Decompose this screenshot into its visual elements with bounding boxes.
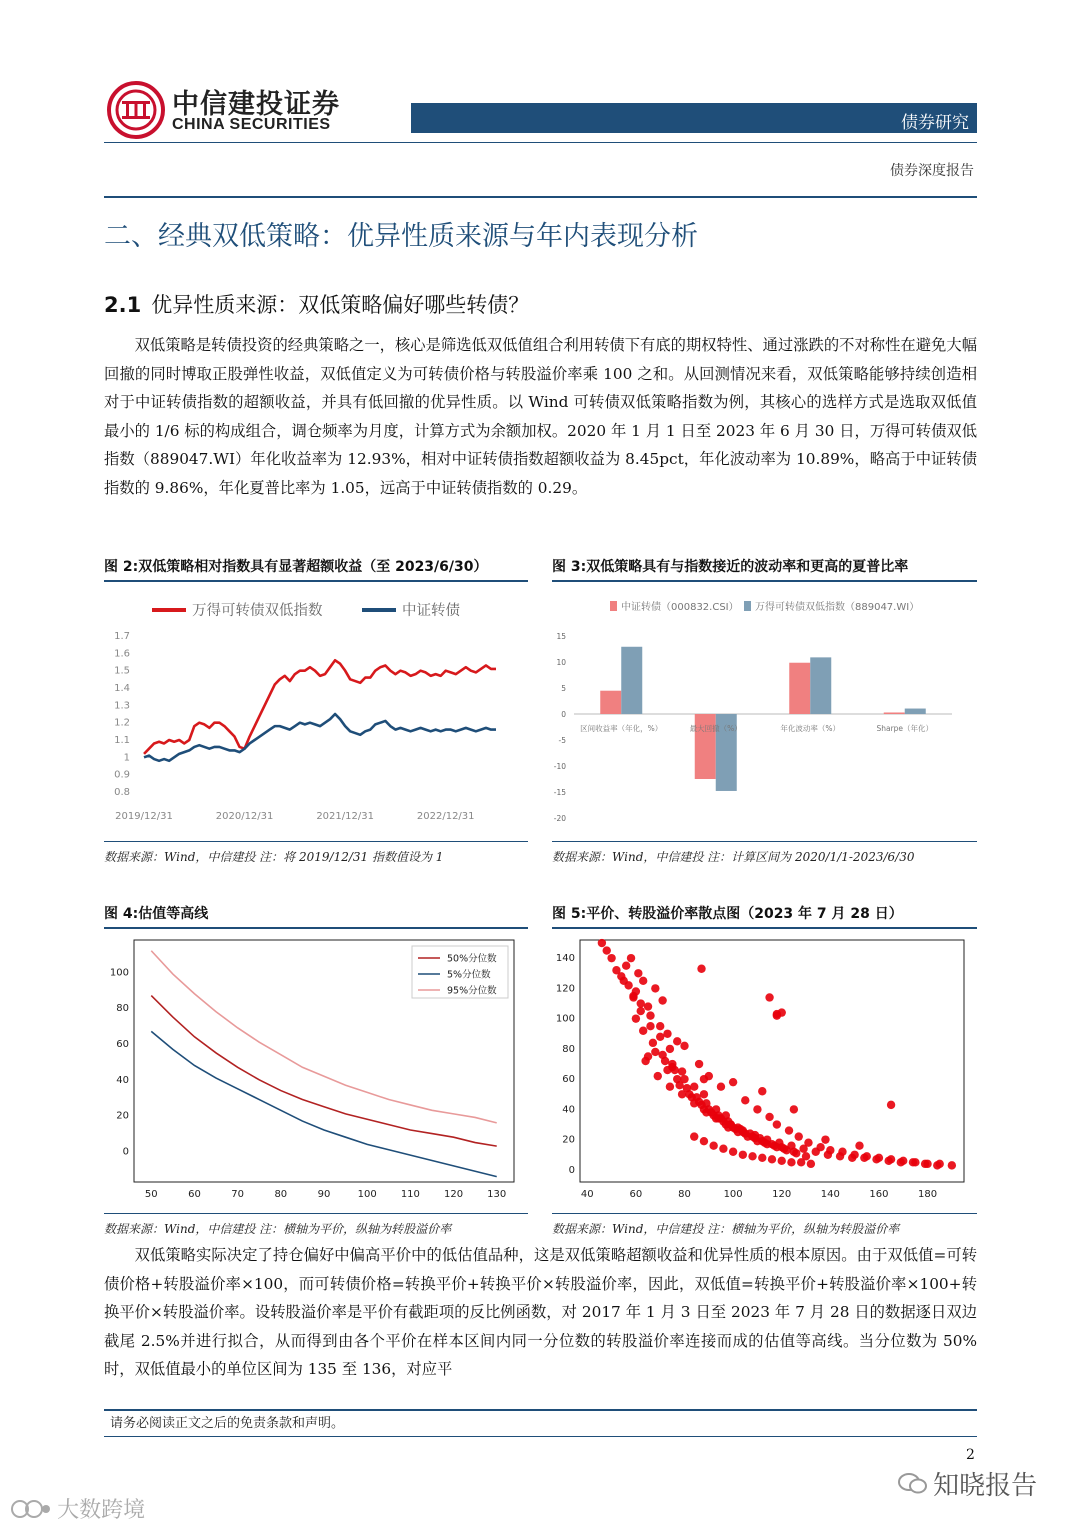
fig5-scatter-point (785, 1126, 793, 1134)
fig5-scatter-point (649, 1039, 657, 1047)
fig5-scatter-point (668, 1063, 676, 1071)
fig5-scatter-point (804, 1138, 812, 1146)
fig5-scatter-point (603, 946, 611, 954)
fig5-scatter-point (690, 1132, 698, 1140)
fig5-scatter-point (695, 1060, 703, 1068)
fig4-series-line (151, 1031, 496, 1176)
fig5-scatter-point (666, 1083, 674, 1091)
fig5-scatter-point (753, 1105, 761, 1113)
fig5-scatter-point (729, 1078, 737, 1086)
fig5-scatter-point (658, 996, 666, 1004)
fig4-xtick-label: 70 (231, 1189, 245, 1200)
fig5-scatter-point (678, 1090, 686, 1098)
fig5-scatter-point (792, 1149, 800, 1157)
fig5-scatter-point (717, 1083, 725, 1091)
fig4-bottom-rule (104, 1213, 528, 1214)
subsection-title: 优异性质来源：双低策略偏好哪些转债？ (151, 293, 530, 317)
wechat-icon (898, 1472, 928, 1496)
fig5-scatter-point (697, 965, 705, 973)
fig5-scatter-point (787, 1158, 795, 1166)
fig5-scatter-point (838, 1148, 846, 1156)
fig5-ytick-label: 140 (555, 953, 575, 965)
fig5-scatter-point (826, 1146, 834, 1154)
fig3-category-label: Sharpe（年化） (876, 724, 934, 733)
fig4-ytick-label: 0 (122, 1146, 129, 1158)
fig5-scatter-point (741, 1096, 749, 1104)
fig3-category-label: 区间收益率（年化，%） (580, 724, 663, 733)
fig5-scatter-point (739, 1151, 747, 1159)
fig5-xtick-label: 80 (678, 1189, 691, 1200)
fig5-scatter-point (765, 1113, 773, 1121)
fig5-xtick-label: 180 (917, 1189, 938, 1200)
fig3-source: 数据来源：Wind，中信建投 注：计算区间为 2020/1/1-2023/6/30 (552, 850, 915, 864)
fig5-scatter-point (646, 1011, 654, 1019)
fig3-bar (621, 647, 642, 714)
fig5-scatter-point (850, 1151, 858, 1159)
fig5-scatter-point (654, 1072, 662, 1080)
fig2-xtick-label: 2022/12/31 (416, 811, 475, 822)
fig5-scatter-point (639, 977, 647, 985)
section-label: 债券研究 (901, 113, 969, 133)
fig5-scatter-point (673, 1037, 681, 1045)
fig5-scatter-point (768, 1155, 776, 1163)
fig5-scatter-point (598, 939, 606, 947)
fig4-xtick-label: 60 (188, 1189, 201, 1200)
fig5-source: 数据来源：Wind，中信建投 注：横轴为平价，纵轴为转股溢价率 (552, 1222, 900, 1236)
fig5-scatter-point (607, 954, 615, 962)
fig2-xtick-label: 2020/12/31 (215, 811, 274, 822)
fig5-ytick-label: 20 (562, 1134, 575, 1146)
fig2-ytick-label: 1.4 (114, 683, 130, 694)
fig3-bottom-rule (552, 841, 977, 842)
fig3-ytick-label: 10 (556, 658, 566, 667)
fig5-scatter-point (622, 962, 630, 970)
fig5-scatter-point (700, 1075, 708, 1083)
fig5-scatter-point (629, 992, 637, 1000)
fig2-legend-label: 万得可转债双低指数 (192, 603, 323, 619)
fig3-bar (600, 691, 621, 714)
fig2-bottom-rule (104, 841, 528, 842)
fig5-scatter-point (790, 1105, 798, 1113)
subsection-heading (104, 289, 529, 319)
fig5-ytick-label: 0 (568, 1164, 575, 1176)
fig5-scatter-point (656, 1022, 664, 1030)
fig2-chart (104, 584, 528, 840)
fig2-xtick-label: 2019/12/31 (115, 811, 173, 822)
fig5-top-rule (552, 927, 977, 929)
fig2-ytick-label: 1.7 (114, 631, 130, 642)
fig3-ytick-label: -10 (553, 762, 566, 771)
fig5-scatter-point (639, 1027, 647, 1035)
fig5-scatter-point (651, 1048, 659, 1056)
fig3-legend-label: 万得可转债双低指数（889047.WI） (755, 602, 920, 613)
fig4-legend-label: 95%分位数 (447, 985, 497, 997)
subsection-number: 2.1 (104, 293, 142, 317)
fig3-legend-swatch (744, 601, 751, 611)
header-rule-bottom (104, 196, 977, 198)
fig5-scatter-point (855, 1142, 863, 1150)
fig5-scatter-point (617, 972, 625, 980)
fig5-xtick-label: 120 (772, 1189, 792, 1200)
disclaimer-note: 请务必阅读正文之后的免责条款和声明。 (110, 1416, 345, 1431)
paragraph-2: 双低策略实际决定了持仓偏好中偏高平价中的低估值品种，这是双低策略超额收益和优异性质的根本原因。由于双低值=可转债价格+转股溢价率×100，而可转债价格=转换平价+转换平价×转股溢价率，因此，双低值=转换平价+转股溢价率×100+转换平价×转股溢价率。设转股溢价率是平价有截距项的反比例函数，对 2017 年 1 月 3 日至 2023 年 7 月 28 日的数据逐日双边截尾 2.5%并进行拟合，从而得到由各个平价在样本区间内同一分位数的转股溢价率连接而成的估值等高线。当分位数为 50%时，双低值最小的单位区间为 135 至 136，对应平 (104, 1246, 977, 1378)
fig5-scatter-point (678, 1067, 686, 1075)
fig5-scatter-point (787, 1142, 795, 1150)
fig5-scatter-point (816, 1143, 824, 1151)
footer-rule-bottom (104, 1436, 977, 1437)
fig5-xtick-label: 60 (629, 1189, 643, 1200)
fig4-xtick-label: 90 (317, 1189, 331, 1200)
fig5-scatter-point (700, 1090, 708, 1098)
fig2-legend-label: 中证转债 (402, 603, 460, 619)
fig2-ytick-label: 1 (123, 752, 130, 764)
header-rule (104, 142, 977, 143)
fig4-ytick-label: 80 (116, 1003, 129, 1015)
fig4-xtick-label: 80 (274, 1189, 288, 1200)
fig3-ytick-label: -15 (553, 788, 566, 797)
fig5-scatter-point (637, 999, 645, 1007)
fig2-series-line (144, 714, 496, 761)
fig5-xtick-label: 160 (869, 1189, 889, 1200)
fig5-scatter-point (875, 1154, 883, 1162)
fig5-scatter-point (758, 1154, 766, 1162)
fig5-scatter-point (714, 1114, 722, 1122)
fig3-legend-label: 中证转债（000832.CSI） (621, 602, 739, 613)
fig3-legend-swatch (610, 601, 617, 611)
fig5-scatter-point (775, 1138, 783, 1146)
fig3-bar (884, 712, 905, 714)
fig3-chart (552, 584, 977, 840)
fig3-top-rule (552, 580, 977, 582)
watermark-left-text: 大数跨境 (57, 1498, 146, 1523)
fig5-scatter-point (758, 1087, 766, 1095)
fig5-title: 图 5:平价、转股溢价率散点图（2023 年 7 月 28 日） (552, 906, 903, 922)
fig4-chart (104, 932, 528, 1212)
fig5-scatter-point (646, 1022, 654, 1030)
fig5-scatter-point (797, 1158, 805, 1166)
fig4-ytick-label: 100 (109, 967, 129, 979)
fig2-source: 数据来源：Wind，中信建投 注：将 2019/12/31 指数值设为 1 (104, 850, 444, 864)
logo-cn-text: 中信建投证券 (172, 89, 340, 120)
fig3-ytick-label: 5 (561, 684, 566, 693)
fig5-scatter-point (923, 1160, 931, 1168)
fig5-xtick-label: 40 (580, 1189, 594, 1200)
fig5-ytick-label: 120 (555, 983, 575, 995)
logo (106, 80, 166, 140)
fig3-category-label: 年化波动率（%） (780, 724, 841, 733)
fig5-scatter-point (624, 981, 632, 989)
fig5-scatter-point (765, 993, 773, 1001)
watermark-right (898, 1465, 1037, 1502)
fig2-ytick-label: 0.9 (114, 769, 130, 781)
fig5-scatter-point (644, 1052, 652, 1060)
fig4-xtick-label: 110 (400, 1189, 420, 1200)
fig5-ytick-label: 80 (562, 1043, 575, 1055)
watermark-left (10, 1493, 145, 1524)
fig5-scatter-point (887, 1155, 895, 1163)
fig5-xtick-label: 100 (723, 1189, 743, 1200)
fig5-scatter-point (637, 1007, 645, 1015)
fig3-category-label: 最大回撤（%） (689, 724, 742, 733)
fig5-bottom-rule (552, 1213, 977, 1214)
fig3-bar (810, 657, 831, 714)
fig3-title: 图 3:双低策略具有与指数接近的波动率和更高的夏普比率 (552, 559, 909, 575)
section-heading: 二、经典双低策略：优异性质来源与年内表现分析 (104, 221, 698, 252)
fig5-scatter-point (763, 1135, 771, 1143)
header-bar (411, 103, 977, 133)
watermark-right-text: 知晓报告 (933, 1471, 1038, 1501)
fig4-ytick-label: 40 (116, 1074, 129, 1086)
fig5-scatter-point (632, 1014, 640, 1022)
logo-emblem-icon (106, 80, 166, 140)
fig5-chart (552, 932, 977, 1212)
fig4-ytick-label: 60 (116, 1038, 129, 1050)
fig2-title: 图 2:双低策略相对指数具有显著超额收益（至 2023/6/30） (104, 559, 488, 575)
fig2-ytick-label: 1.2 (114, 717, 130, 729)
fig2-xtick-label: 2021/12/31 (316, 811, 374, 822)
fig4-xtick-label: 130 (487, 1189, 507, 1200)
fig5-scatter-point (709, 1142, 717, 1150)
fig5-scatter-point (700, 1137, 708, 1145)
fig5-xtick-label: 140 (820, 1189, 840, 1200)
fig5-scatter-point (778, 1157, 786, 1165)
fig5-scatter-point (751, 1131, 759, 1139)
fig4-xtick-label: 100 (357, 1189, 377, 1200)
fig5-scatter-point (675, 1081, 683, 1089)
fig3-bar (905, 709, 926, 714)
watermark-logo-icon (10, 1497, 52, 1521)
fig5-scatter-point (651, 984, 659, 992)
page-number: 2 (966, 1447, 975, 1463)
fig2-top-rule (104, 580, 528, 582)
fig5-ytick-label: 100 (555, 1013, 575, 1025)
fig5-scatter-point (773, 1120, 781, 1128)
fig5-scatter-point (807, 1160, 815, 1168)
fig4-legend-label: 5%分位数 (447, 969, 491, 981)
fig5-scatter-point (656, 1033, 664, 1041)
fig4-source: 数据来源：Wind，中信建投 注：横轴为平价，纵轴为转股溢价率 (104, 1222, 452, 1236)
fig5-scatter-point (729, 1148, 737, 1156)
fig4-top-rule (104, 927, 528, 929)
fig4-title: 图 4:估值等高线 (104, 906, 209, 922)
fig5-scatter-point (627, 954, 635, 962)
fig2-ytick-label: 0.8 (114, 787, 130, 798)
fig5-ytick-label: 40 (562, 1104, 575, 1116)
fig5-scatter-point (887, 1101, 895, 1109)
fig2-series-line (144, 660, 496, 754)
fig5-scatter-point (935, 1160, 943, 1168)
fig4-xtick-label: 120 (443, 1189, 464, 1200)
fig5-scatter-point (899, 1157, 907, 1165)
fig5-scatter-point (863, 1152, 871, 1160)
fig5-scatter-point (690, 1083, 698, 1091)
fig5-scatter-point (634, 969, 642, 977)
footer-rule (104, 1409, 977, 1411)
fig5-scatter-point (795, 1132, 803, 1140)
fig5-scatter-point (726, 1120, 734, 1128)
fig5-scatter-point (663, 1030, 671, 1038)
fig3-ytick-label: 0 (561, 710, 566, 719)
fig5-scatter-point (680, 1042, 688, 1050)
fig5-scatter-point (702, 1108, 710, 1116)
logo-en-text: CHINA SECURITIES (172, 116, 331, 133)
report-type: 债券深度报告 (890, 163, 974, 179)
fig2-ytick-label: 1.1 (114, 735, 130, 746)
fig5-scatter-point (739, 1126, 747, 1134)
fig5-scatter-point (719, 1145, 727, 1153)
fig5-scatter-point (948, 1161, 956, 1169)
fig5-scatter-point (690, 1099, 698, 1107)
fig3-ytick-label: -20 (553, 814, 566, 823)
fig5-scatter-point (661, 1057, 669, 1065)
fig2-ytick-label: 1.5 (114, 665, 130, 677)
fig3-ytick-label: 15 (556, 632, 566, 641)
fig5-scatter-point (911, 1158, 919, 1166)
fig3-bar (789, 663, 810, 714)
fig3-ytick-label: -5 (558, 736, 566, 745)
fig4-xtick-label: 50 (144, 1189, 158, 1200)
fig4-legend-label: 50%分位数 (447, 953, 497, 965)
paragraph-1: 双低策略是转债投资的经典策略之一，核心是筛选低双低值组合利用转债下有底的期权特性、通过涨跌的不对称性在避免大幅回撤的同时博取正股弹性收益，双低值定义为可转债价格与转股溢价率乘 100 之和。从回测情况来看，双低策略能够持续创造相对于中证转债指数的超额收益，并具有低回撤的优异性质。以 Wind 可转债双低策略指数为例，其核心的选样方式是选取双低值最小的 1/6 标的构成组合，调仓频率为月度，计算方式为余额加权。2020 年 1 月 1 日至 2023 年 6 月 30 日，万得可转债双低指数（889047.WI）年化收益率为 12.93%，相对中证转债指数超额收益为 8.45pct，年化波动率为 10.89%，略高于中证转债指数的 9.86%，年化夏普比率为 1.05，远高于中证转债指数的 0.29。 (104, 336, 977, 497)
fig5-scatter-point (666, 1045, 674, 1053)
fig5-ytick-label: 60 (562, 1074, 575, 1086)
fig2-ytick-label: 1.6 (114, 648, 130, 660)
fig5-scatter-point (748, 1152, 756, 1160)
fig5-scatter-point (821, 1135, 829, 1143)
fig2-ytick-label: 1.3 (114, 700, 130, 712)
fig5-scatter-point (773, 1011, 781, 1019)
fig5-scatter-point (644, 1002, 652, 1010)
fig4-ytick-label: 20 (116, 1110, 129, 1122)
